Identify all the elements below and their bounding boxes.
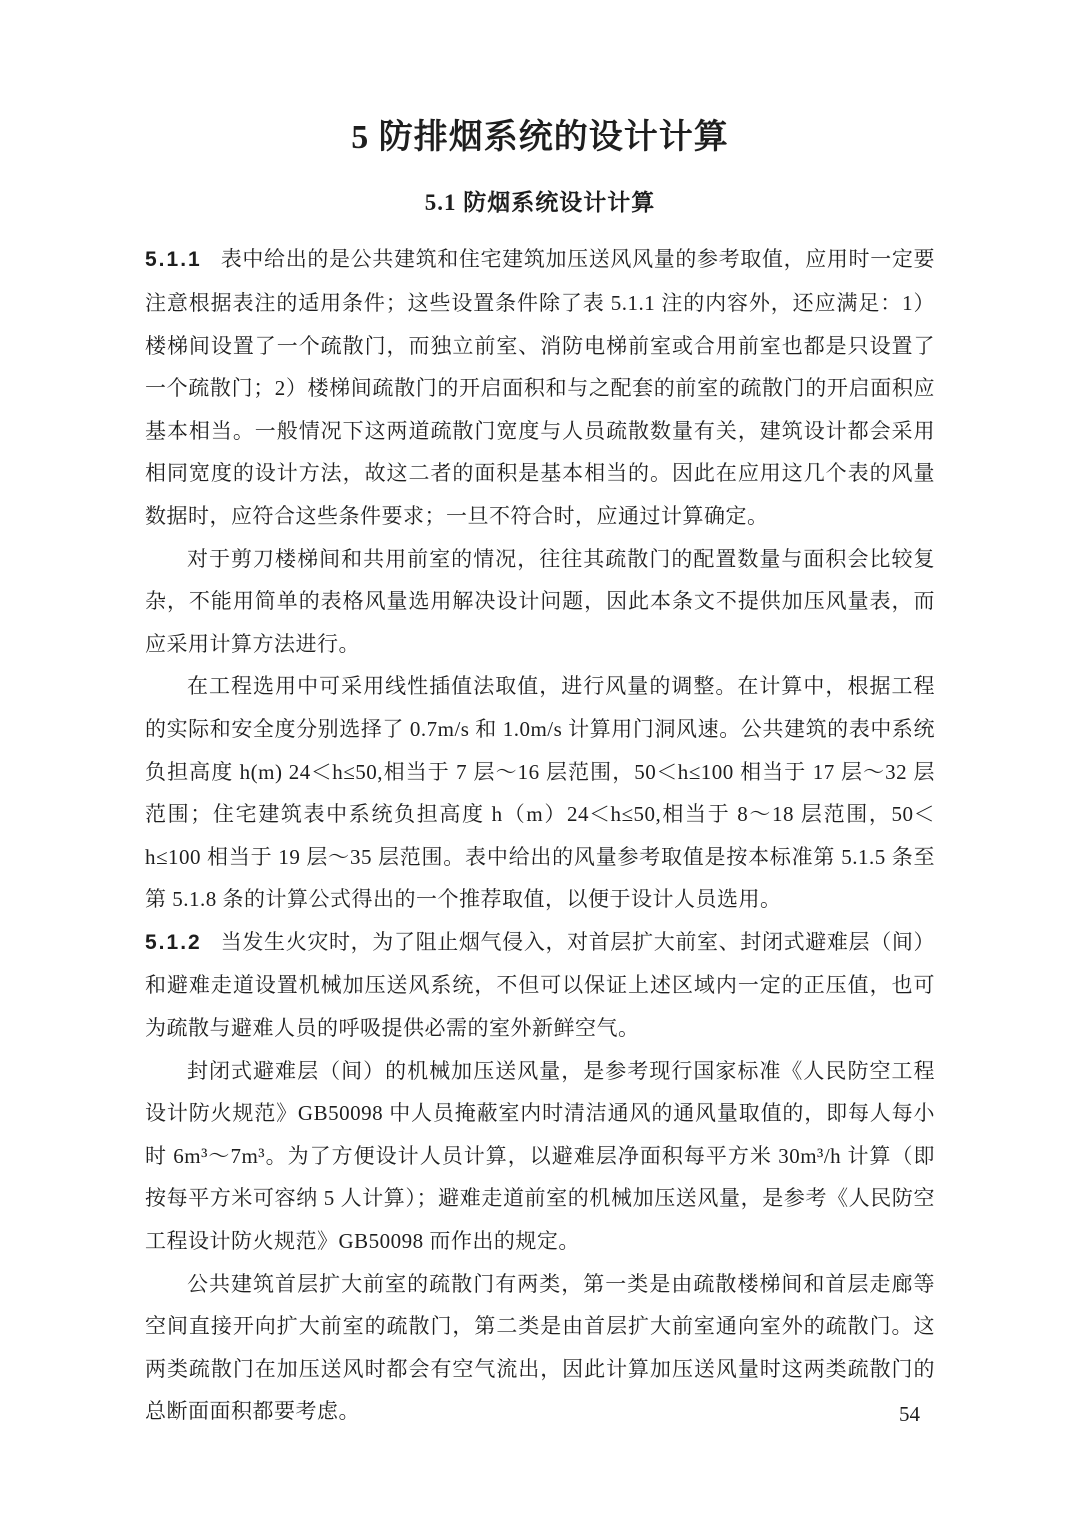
paragraph xyxy=(145,665,935,921)
paragraph-text: 表中给出的是公共建筑和住宅建筑加压送风风量的参考取值，应用时一定要注意根据表注的适用条件；这些设置条件除了表 5.1.1 注的内容外，还应满足：1）楼梯间设置了一个疏散门，而独立前室、消防电梯前室或合用前室也都是只设置了一个疏散门；2）楼梯间疏散门的开启面积和与之配套的前室的疏散门的开启面积应基本相当。一般情况下这两道疏散门宽度与人员疏散数量有关，建筑设计都会采用相同宽度的设计方法，故这二者的面积是基本相当的。因此在应用这几个表的风量数据时，应符合这些条件要求；一旦不符合时，应通过计算确定。 xyxy=(145,247,935,528)
paragraph xyxy=(145,1050,935,1263)
chapter-title: 5 防排烟系统的设计计算 xyxy=(351,119,729,156)
paragraph-text: 公共建筑首层扩大前室的疏散门有两类，第一类是由疏散楼梯间和首层走廊等空间直接开向扩大前室的疏散门，第二类是由首层扩大前室通向室外的疏散门。这两类疏散门在加压送风时都会有空气流出，因此计算加压送风量时这两类疏散门的总断面面积都要考虑。 xyxy=(145,1271,935,1424)
paragraph-text: 在工程选用中可采用线性插值法取值，进行风量的调整。在计算中，根据工程的实际和安全度分别选择了 0.7m/s 和 1.0m/s 计算用门洞风速。公共建筑的表中系统负担高度 h(m) 24＜h≤50,相当于 7 层～16 层范围，50＜h≤100 相当于 17 层～32 层范围；住宅建筑表中系统负担高度 h（m）24＜h≤50,相当于 8～18 层范围，50＜h≤100 相当于 19 层～35 层范围。表中给出的风量参考取值是按本标准第 5.1.5 条至第 5.1.8 条的计算公式得出的一个推荐取值，以便于设计人员选用。 xyxy=(145,674,935,912)
clause-number: 5.1.2 xyxy=(145,930,202,954)
page-number: 54 xyxy=(899,1402,920,1426)
page-content xyxy=(145,118,935,1433)
section-title: 5.1 防烟系统设计计算 xyxy=(424,189,656,215)
paragraph xyxy=(145,538,935,666)
paragraph-5-1-1 xyxy=(145,238,935,537)
paragraph-text: 对于剪刀楼梯间和共用前室的情况，往往其疏散门的配置数量与面积会比较复杂，不能用简单的表格风量选用解决设计问题，因此本条文不提供加压风量表，而应采用计算方法进行。 xyxy=(145,546,935,656)
clause-number: 5.1.1 xyxy=(145,248,202,272)
paragraph-text: 封闭式避难层（间）的机械加压送风量，是参考现行国家标准《人民防空工程设计防火规范》GB50098 中人员掩蔽室内时清洁通风的通风量取值的，即每人每小时 6m³～7m³。为了方便设计人员计算，以避难层净面积每平方米 30m³/h 计算（即按每平方米可容纳 5 人计算）；避难走道前室的机械加压送风量，是参考《人民防空工程设计防火规范》GB50098 而作出的规定。 xyxy=(145,1058,935,1254)
body-text xyxy=(145,238,935,1433)
paragraph-text: 当发生火灾时，为了阻止烟气侵入，对首层扩大前室、封闭式避难层（间）和避难走道设置机械加压送风系统，不但可以保证上述区域内一定的正压值，也可为疏散与避难人员的呼吸提供必需的室外新鲜空气。 xyxy=(145,929,935,1041)
paragraph xyxy=(145,1263,935,1433)
paragraph-5-1-2 xyxy=(145,921,935,1050)
